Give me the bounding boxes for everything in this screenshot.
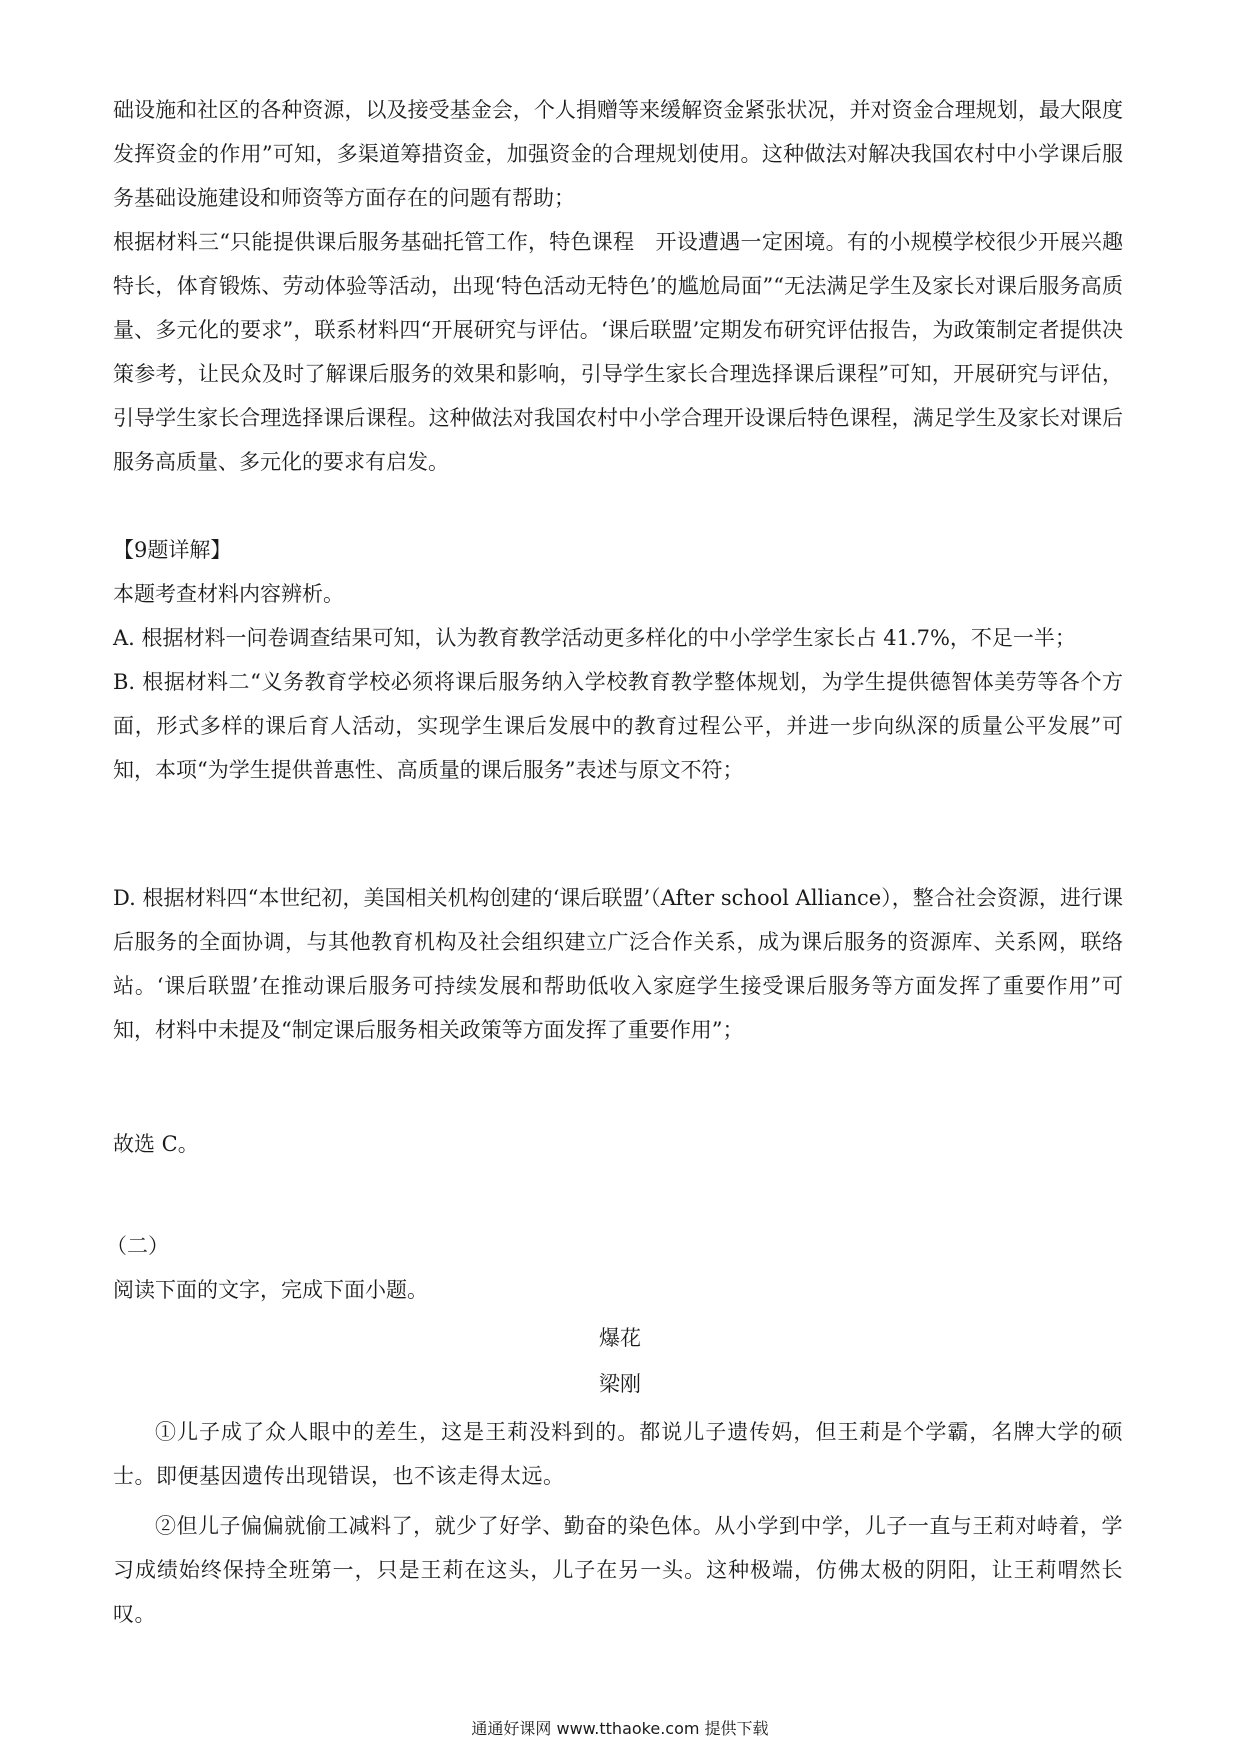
paragraph-funding: 础设施和社区的各种资源，以及接受基金会，个人捐赠等来缓解资金紧张状况，并对资金合理规划，最大限度发挥资金的作用”可知，多渠道筹措资金，加强资金的合理规划使用。这种做法对解决我国农村中小学课后服务基础设施建设和师资等方面存在的问题有帮助； (113, 98, 1123, 210)
footer-watermark: 通通好课网 www.tthaoke.com 提供下载 (471, 1719, 769, 1738)
option-b: B. 根据材料二“义务教育学校必须将课后服务纳入学校教育教学整体规划，为学生提供德智体美劳等各个方面，形式多样的课后育人活动，实现学生课后发展中的教育过程公平，并进一步向纵深的质量公平发展”可知，本项“为学生提供普惠性、高质量的课后服务”表述与原文不符； (113, 670, 1123, 782)
reading-instruction: 阅读下面的文字，完成下面小题。 (113, 1278, 428, 1302)
story-paragraph-1: ①儿子成了众人眼中的差生，这是王莉没料到的。都说儿子遗传妈，但王莉是个学霸，名牌大学的硕士。即便基因遗传出现错误，也不该走得太远。 (113, 1420, 1123, 1488)
paragraph-material-three: 根据材料三“只能提供课后服务基础托管工作，特色课程 开设遭遇一定困境。有的小规模学校很少开展兴趣特长，体育锻炼、劳动体验等活动，出现‘特色活动无特色’的尴尬局面”“无法满足学生及家长对课后服务高质量、多元化的要求”，联系材料四“开展研究与评估。‘课后联盟’定期发布研究评估报告，为政策制定者提供决策参考，让民众及时了解课后服务的效果和影响，引导学生家长合理选择课后课程”可知，开展研究与评估，引导学生家长合理选择课后课程。这种做法对我国农村中小学合理开设课后特色课程，满足学生及家长对课后服务高质量、多元化的要求有启发。 (113, 230, 1123, 474)
option-d: D. 根据材料四“本世纪初，美国相关机构创建的‘课后联盟’（After school Alliance），整合社会资源，进行课后服务的全面协调，与其他教育机构及社会组织建立广泛合作关系，成为课后服务的资源库、关系网，联络站。‘课后联盟’在推动课后服务可持续发展和帮助低收入家庭学生接受课后服务等方面发挥了重要作用”可知，材料中未提及“制定课后服务相关政策等方面发挥了重要作用”； (113, 886, 1123, 1042)
option-a: A. 根据材料一问卷调查结果可知，认为教育教学活动更多样化的中小学学生家长占 41.7%，不足一半； (113, 626, 1076, 650)
answer-line: 故选 C。 (113, 1132, 199, 1156)
paragraph-q9-intro: 本题考查材料内容辨析。 (113, 582, 344, 606)
section-heading-two: （二） (106, 1234, 169, 1258)
section-heading-q9: 【9题详解】 (113, 538, 232, 562)
story-author: 梁刚 (599, 1372, 641, 1396)
story-title: 爆花 (599, 1326, 641, 1350)
story-paragraph-2: ②但儿子偏偏就偷工减料了，就少了好学、勤奋的染色体。从小学到中学，儿子一直与王莉对峙着，学习成绩始终保持全班第一，只是王莉在这头，儿子在另一头。这种极端，仿佛太极的阴阳，让王莉喟然长叹。 (113, 1514, 1123, 1626)
